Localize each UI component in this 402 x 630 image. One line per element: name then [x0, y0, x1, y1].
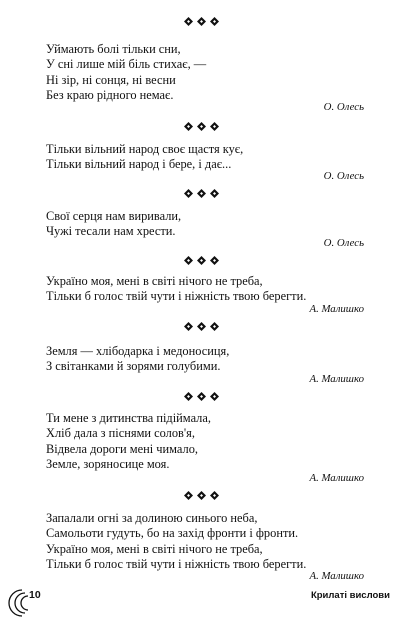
- verse-line: У сні лише мій біль стихає, —: [46, 57, 207, 72]
- diamond-ornament-icon: [184, 256, 193, 265]
- verse-line: Ні зір, ні сонця, ні весни: [46, 72, 176, 87]
- verse-line: Земле, зоряносице моя.: [46, 456, 170, 471]
- verse-line: З світанками й зорями голубими.: [46, 359, 221, 374]
- verse-line: Україно моя, мені в світі нічого не треба,: [46, 274, 263, 288]
- ornament-divider: [0, 17, 402, 29]
- verse-line: Хліб дала з піснями солов'я,: [46, 426, 195, 441]
- verse-line: Ти мене з дитинства підіймала,: [46, 411, 211, 425]
- diamond-ornament-icon: [210, 392, 219, 401]
- verse-line: Свої серця нам виривали,: [46, 209, 182, 223]
- ornament-divider: [0, 491, 402, 503]
- author-attribution: О. Олесь: [323, 170, 364, 182]
- diamond-ornament-icon: [210, 122, 219, 131]
- ornament-divider: [0, 322, 402, 334]
- stanza-6: [46, 411, 366, 472]
- ornament-divider: [0, 122, 402, 134]
- diamond-ornament-icon: [197, 256, 206, 265]
- diamond-ornament-icon: [197, 491, 206, 500]
- diamond-ornament-icon: [184, 491, 193, 500]
- author-attribution: А. Малишко: [309, 373, 364, 385]
- author-attribution: О. Олесь: [323, 101, 364, 113]
- diamond-ornament-icon: [197, 189, 206, 198]
- verse-line: Чужі тесали нам хрести.: [46, 224, 176, 239]
- verse-line: Тільки вільний народ і бере, і дає...: [46, 157, 232, 172]
- author-attribution: А. Малишко: [309, 303, 364, 315]
- section-title: Крилаті вислови: [310, 590, 390, 601]
- stanza-7: [46, 511, 366, 572]
- diamond-ornament-icon: [184, 392, 193, 401]
- ornament-divider: [0, 189, 402, 201]
- diamond-ornament-icon: [210, 189, 219, 198]
- ornament-divider: [0, 392, 402, 404]
- stanza-5: [46, 344, 366, 375]
- diamond-ornament-icon: [197, 322, 206, 331]
- verse-line: Тільки б голос твій чути і ніжність твою берегти.: [46, 289, 307, 304]
- stanza-3: [46, 209, 366, 240]
- ornament-divider: [0, 256, 402, 268]
- page-number: 10: [29, 589, 41, 601]
- author-attribution: А. Малишко: [309, 570, 364, 582]
- diamond-ornament-icon: [197, 17, 206, 26]
- diamond-ornament-icon: [184, 17, 193, 26]
- verse-line: Тільки вільний народ своє щастя кує,: [46, 142, 244, 156]
- verse-line: Самольоти гудуть, бо на захід фронти і фронти.: [46, 526, 299, 541]
- diamond-ornament-icon: [184, 122, 193, 131]
- diamond-ornament-icon: [184, 322, 193, 331]
- verse-line: Уймають болі тільки сни,: [46, 42, 181, 56]
- page-arc-icon: [8, 588, 48, 618]
- stanza-1: [46, 42, 366, 103]
- diamond-ornament-icon: [210, 17, 219, 26]
- verse-line: Земля — хлібодарка і медоносиця,: [46, 344, 230, 358]
- diamond-ornament-icon: [210, 256, 219, 265]
- diamond-ornament-icon: [197, 392, 206, 401]
- diamond-ornament-icon: [210, 491, 219, 500]
- diamond-ornament-icon: [210, 322, 219, 331]
- author-attribution: О. Олесь: [323, 237, 364, 249]
- stanza-4: [46, 274, 366, 305]
- diamond-ornament-icon: [184, 189, 193, 198]
- verse-line: Відвела дороги мені чимало,: [46, 441, 198, 456]
- diamond-ornament-icon: [197, 122, 206, 131]
- verse-line: Україно моя, мені в світі нічого не треба,: [46, 541, 263, 556]
- verse-line: Без краю рідного немає.: [46, 87, 174, 102]
- verse-line: Запалали огні за долиною синього неба,: [46, 511, 258, 525]
- author-attribution: А. Малишко: [309, 472, 364, 484]
- verse-line: Тільки б голос твій чути і ніжність твою берегти.: [46, 556, 307, 571]
- stanza-2: [46, 142, 366, 173]
